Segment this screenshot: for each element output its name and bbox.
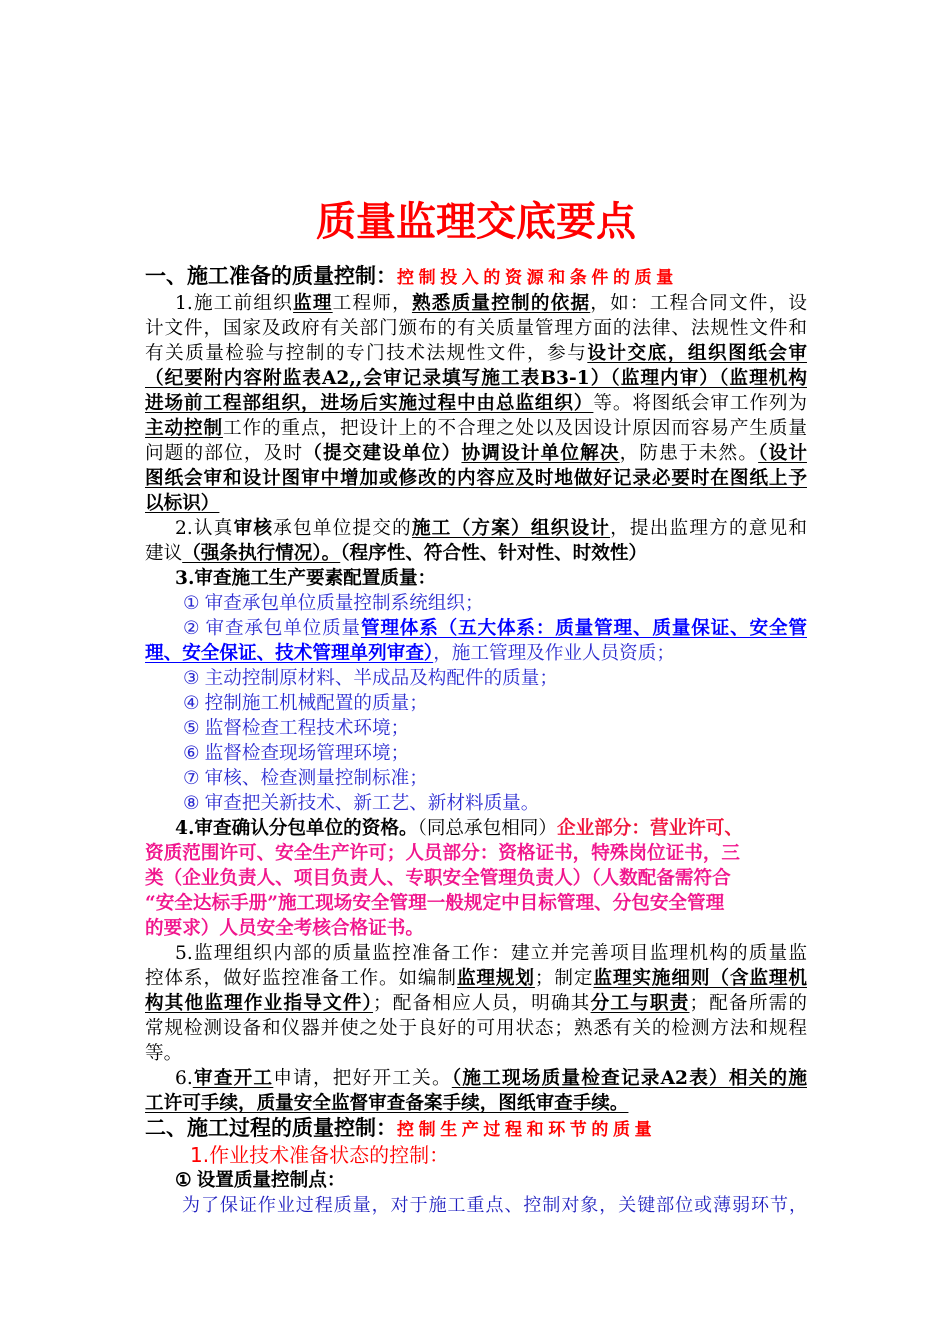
item-number: ⑥: [183, 743, 200, 764]
text-run: 建议: [145, 543, 183, 564]
document-title: 质量监理交底要点: [316, 199, 636, 245]
text-line: [145, 466, 807, 491]
text-line: [145, 866, 807, 891]
text-run: 1.施工前组织: [175, 293, 294, 314]
section-2-focus: 控制生产过程和环节的质量: [397, 1120, 657, 1140]
item-text: 审查把关新技术、新工艺、新材料质量。: [204, 793, 540, 814]
underlined-emphasis: 进场前工程部组织，进场后实施过程中由总监组织）: [145, 393, 594, 414]
item-text: 控制施工机械配置的质量；: [204, 693, 428, 714]
text-line: [145, 1066, 807, 1091]
point-heading: [145, 1168, 807, 1193]
text-run: 工程师，: [332, 293, 412, 314]
text-line: [145, 341, 807, 366]
text-run: 等。将图纸会审工作列为: [593, 393, 807, 414]
item-text: 审查承包单位质量控制系统组织；: [204, 593, 484, 614]
underlined-emphasis: 监理规划: [456, 968, 535, 989]
text-line: [145, 891, 807, 916]
text-run: 2.认真: [175, 518, 234, 539]
text-run: 申请，把好开工关。: [273, 1068, 452, 1089]
underlined-emphasis: 分工与职责: [590, 993, 690, 1014]
text-run: ；配备相应人员，明确其: [373, 993, 591, 1014]
text-run: 计文件，国家及政府有关部门颁布的有关质量管理方面的法律、法规性文件和: [145, 318, 807, 339]
underlined-emphasis: （强条执行情况）。: [182, 543, 341, 564]
underlined-emphasis: 审查开工: [192, 1068, 274, 1089]
item-text: 主动控制原材料、半成品及构配件的质量；: [204, 668, 558, 689]
underlined-emphasis: 监理实施细则（含监理机: [593, 968, 807, 989]
text-run: ，如：工程合同文件，设: [590, 293, 807, 314]
text-line: [145, 991, 807, 1016]
item-number: ①: [183, 593, 200, 614]
highlight-text: 的要求）人员安全考核合格证书。: [145, 918, 424, 939]
text-line: [145, 1016, 807, 1041]
item-number: ⑧: [183, 793, 200, 814]
highlight-text: “安全达标手册”施工现场安全管理一般规定中目标管理、分包安全管理: [145, 893, 725, 914]
text-run: ，提出监理方的意见和: [610, 518, 807, 539]
point-label: 设置质量控制点：: [196, 1170, 346, 1191]
item-text: 审查承包单位质量: [205, 618, 361, 639]
text-run: 常规检测设备和仪器并使之处于良好的可用状态；熟悉有关的检测方法和规程: [145, 1018, 807, 1039]
list-item: [145, 741, 807, 766]
list-item: [145, 616, 807, 641]
underlined-emphasis: 以标识）: [145, 493, 220, 514]
text-run: 6.: [175, 1068, 193, 1089]
underlined-emphasis: 管理体系（五大体系：质量管理、质量保证、安全管: [360, 618, 807, 639]
bold-emphasis: （程序性、符合性、针对性、时效性）: [340, 543, 648, 564]
item-number: ⑤: [183, 718, 200, 739]
item-number: ⑦: [183, 768, 200, 789]
text-line: [145, 491, 807, 516]
item-number: ③: [183, 668, 200, 689]
text-line: [145, 291, 807, 316]
underlined-emphasis: （设计: [758, 443, 807, 464]
text-run: 承包单位提交的: [273, 518, 412, 539]
text-run: ，防患于未然。: [619, 443, 759, 464]
paragraph-3: [145, 566, 807, 816]
item-text: ，施工管理及作业人员资质；: [433, 643, 675, 664]
list-item: [145, 666, 807, 691]
paragraph-1: [145, 291, 807, 516]
highlight-text: 企业部分：营业许可、: [557, 818, 743, 839]
underlined-emphasis: 主动控制: [145, 418, 223, 439]
text-run: 工作的重点，把设计上的不合理之处以及因设计原因而容易产生质量: [223, 418, 807, 439]
highlight-text: 类（企业负责人、项目负责人、专职安全管理负责人）（人数配备需符合: [145, 868, 731, 889]
text-run: ；制定: [534, 968, 594, 989]
underlined-emphasis: （纪要附内容附监表A2,,会审记录填写施工表B3-1）（监理内审）（监理机构: [145, 368, 807, 389]
section-2-title: 二、施工过程的质量控制：: [145, 1116, 397, 1140]
paragraph-2: [145, 516, 807, 566]
section-2-heading: [145, 1116, 807, 1143]
text-line: [145, 841, 807, 866]
text-run: ；配备所需的: [689, 993, 807, 1014]
list-item: [145, 691, 807, 716]
underlined-emphasis: 工许可手续，质量安全监督审查备案手续，图纸审查手续。: [145, 1093, 629, 1114]
list-item: [145, 766, 807, 791]
paragraph-3-heading: 3.审查施工生产要素配置质量：: [175, 568, 437, 589]
text-line: [145, 816, 807, 841]
body-text: 为了保证作业过程质量，对于施工重点、控制对象，关键部位或薄弱环节，: [182, 1195, 807, 1216]
list-item: [145, 716, 807, 741]
underlined-emphasis: 理、安全保证、技术管理单列审查）: [145, 643, 434, 664]
underlined-emphasis: 监理: [293, 293, 333, 314]
bold-emphasis: 审核: [233, 518, 274, 539]
underlined-emphasis: 熟悉质量控制的依据: [411, 293, 591, 314]
text-line: [145, 541, 807, 566]
document-body: [145, 0, 807, 1218]
list-item: [145, 791, 807, 816]
text-run: 问题的部位，及时: [145, 443, 304, 464]
bold-emphasis: （提交建设单位）: [303, 443, 462, 464]
paragraph-4: [145, 816, 807, 941]
point-number: ①: [175, 1170, 192, 1191]
text-line: [145, 941, 807, 966]
item-number: ②: [183, 618, 201, 639]
text-line: [145, 966, 807, 991]
text-line: [145, 516, 807, 541]
section-1-heading: [145, 264, 807, 291]
text-run: 等。: [145, 1043, 183, 1064]
text-line: [145, 1091, 807, 1116]
text-line: [145, 316, 807, 341]
text-run: 5.监理组织内部的质量监控准备工作：建立并完善项目监理机构的质量监: [175, 943, 807, 964]
underlined-emphasis: 构其他监理作业指导文件）: [145, 993, 374, 1014]
text-run: （同总承包相同）: [417, 818, 557, 839]
item-text: 审核、检查测量控制标准；: [204, 768, 428, 789]
highlight-text: 资质范围许可、安全生产许可；人员部分：资格证书，特殊岗位证书，三: [145, 843, 741, 864]
text-run: 有关质量检验与控制的专门技术法规性文件，参与: [145, 343, 588, 364]
bold-emphasis: 4.审查确认分包单位的资格。: [175, 818, 418, 839]
text-line: [145, 366, 807, 391]
subsection-heading: 1.作业技术准备状态的控制：: [190, 1143, 450, 1167]
text-line: [145, 416, 807, 441]
section-1-title: 一、施工准备的质量控制：: [145, 264, 397, 288]
underlined-emphasis: 施工（方案）组织设计: [411, 518, 611, 539]
item-number: ④: [183, 693, 200, 714]
text-line: [145, 391, 807, 416]
underlined-emphasis: （施工现场质量检查记录A2表）相关的施: [451, 1068, 807, 1089]
underlined-emphasis: 协调设计单位解决: [461, 443, 620, 464]
paragraph-6: [145, 1066, 807, 1116]
text-line: [145, 916, 807, 941]
list-item-continuation: [145, 641, 807, 666]
paragraph-5: [145, 941, 807, 1066]
item-text: 监督检查工程技术环境；: [204, 718, 410, 739]
text-line: [145, 1041, 807, 1066]
section-1-focus: 控制投入的资源和条件的质量: [397, 268, 678, 288]
underlined-emphasis: 图纸会审和设计图审中增加或修改的内容应及时地做好记录必要时在图纸上予: [145, 468, 807, 489]
list-item: [145, 591, 807, 616]
underlined-emphasis: 设计交底，组织图纸会审: [587, 343, 807, 364]
item-text: 监督检查现场管理环境；: [204, 743, 410, 764]
text-line: [145, 441, 807, 466]
text-run: 控体系，做好监控准备工作。如编制: [145, 968, 457, 989]
